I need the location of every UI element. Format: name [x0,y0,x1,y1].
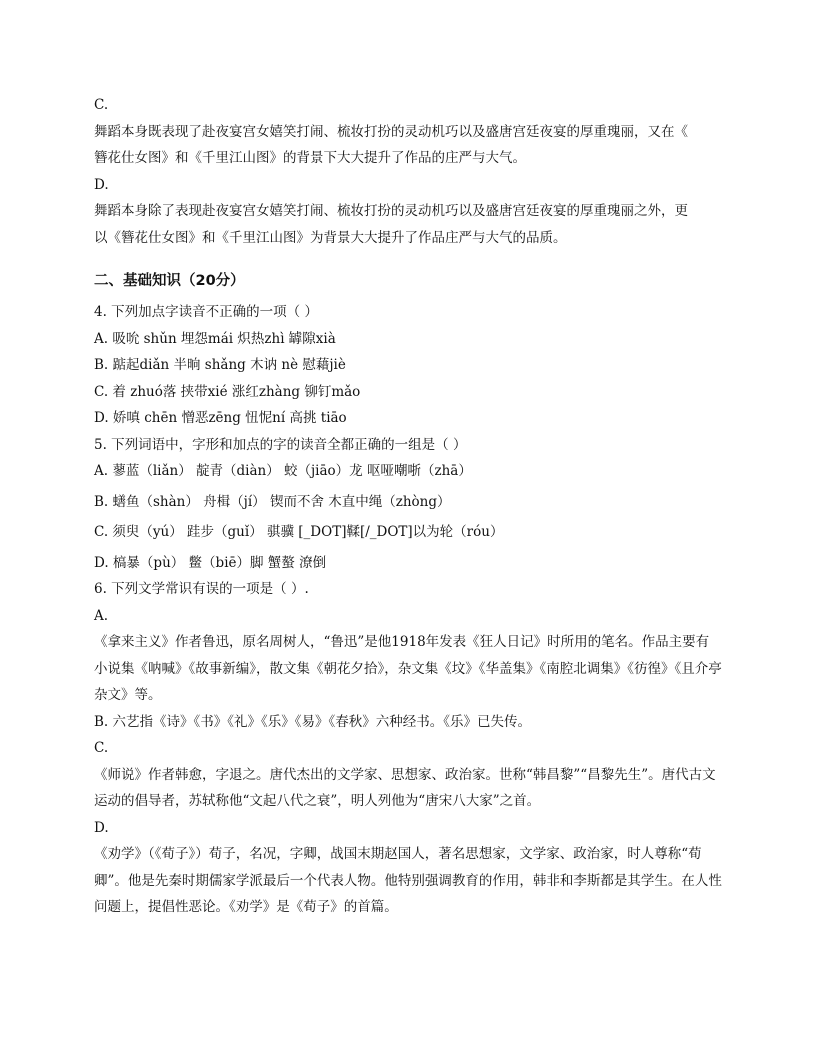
option-d-text-line2: 以《簪花仕女图》和《千里江山图》为背景大大提升了作品庄严与大气的品质。 [94,229,567,246]
question-6-option-d-text: 《劝学》（《荀子》）荀子，名况，字卿，战国末期赵国人，著名思想家，文学家、政治家，时人尊称“荀卿”。他是先秦时期儒家学派最后一个代表人物。他特别强调教育的作用，韩非和李斯都是其学生。在人性问题上，提倡性恶论。《劝学》是《荀子》的首篇。 [94,846,722,915]
question-4-option-b: B. 踮起diǎn 半晌 shǎng 木讷 nè 慰藉jiè [94,357,346,373]
option-c-text-line2: 簪花仕女图》和《千里江山图》的背景下大大提升了作品的庄严与大气。 [94,150,526,166]
question-5-option-c: C. 须臾（yú） 跬步（guǐ） 骐骥 [_DOT]鞣[/_DOT]以为轮（róu） [94,524,504,540]
option-c-text-line1: 舞蹈本身既表现了赴夜宴宫女嬉笑打闹、梳妆打扮的灵动机巧以及盛唐宫廷夜宴的厚重瑰丽，又在《 [94,123,688,140]
section-heading: 二、基础知识（20分） [94,273,245,289]
question-4-option-a: A. 吸吮 shǔn 埋怨mái 炽热zhì 罅隙xià [94,330,336,347]
question-5-stem: 5. 下列词语中，字形和加点的字的读音全都正确的一组是（ ） [94,436,467,453]
question-5-option-d: D. 槁暴（pù） 鳖（biē）脚 蟹螯 潦倒 [94,554,327,571]
question-5-option-b: B. 蟮鱼（shàn） 舟楫（jí） 锲而不舍 木直中绳（zhòng） [94,493,451,510]
option-d-text-line1: 舞蹈本身除了表现赴夜宴宫女嬉笑打闹、梳妆打扮的灵动机巧以及盛唐宫廷夜宴的厚重瑰丽之外，更 [94,203,688,219]
question-6-option-b: B. 六艺指《诗》《书》《礼》《乐》《易》《春秋》六种经书。《乐》已失传。 [94,713,532,730]
question-4-stem: 4. 下列加点字读音不正确的一项（ ） [94,304,318,320]
question-6-stem: 6. 下列文学常识有误的一项是（ ）. [94,581,309,597]
question-4-option-c: C. 着 zhuó落 挟带xié 涨红zhàng 铆钉mǎo [94,383,361,400]
document-page [94,92,722,921]
option-d-label: D. [94,176,109,193]
question-6-option-c-label: C. [94,740,109,756]
question-4-option-d: D. 娇嗔 chēn 憎恶zēng 忸怩ní 高挑 tiāo [94,410,347,426]
question-5-option-a: A. 蓼蓝（liǎn） 靛青（diàn） 蛟（jiāo）龙 呕哑嘲哳（zhā） [94,463,472,479]
question-6-option-a-label: A. [94,607,109,624]
option-c-label: C. [94,97,109,113]
question-6-option-d-label: D. [94,819,109,836]
question-6-option-c-text: 《师说》作者韩愈，字退之。唐代杰出的文学家、思想家、政治家。世称“韩昌黎”“昌黎先生”。唐代古文运动的倡导者，苏轼称他“文起八代之衰”，明人列他为“唐宋八大家”之首。 [94,766,716,809]
question-6-option-a-text: 《拿来主义》作者鲁迅，原名周树人，“鲁迅”是他1918年发表《狂人日记》时所用的笔名。作品主要有小说集《呐喊》《故事新编》，散文集《朝花夕拾》，杂文集《坟》《华盖集》《南腔北调集》《彷徨》《且介亭杂文》等。 [94,634,722,703]
